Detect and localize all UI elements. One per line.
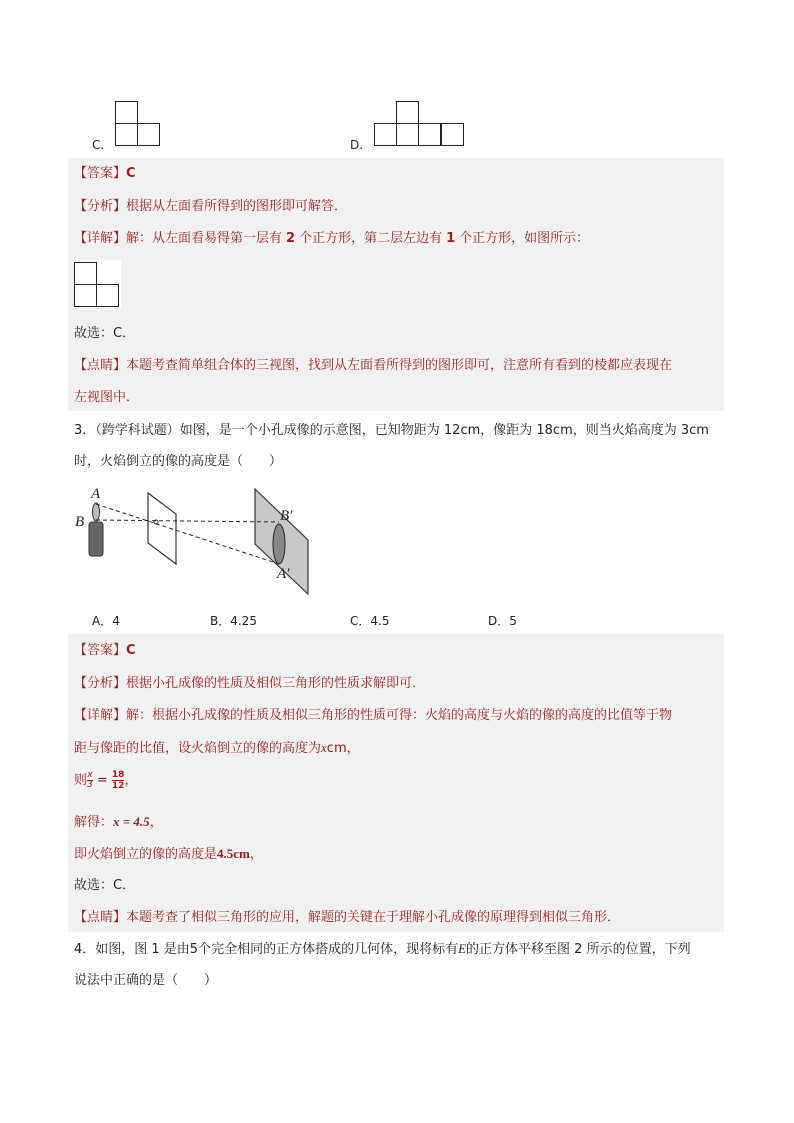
- inverted-image: [273, 524, 285, 564]
- detail-tag: 【详解】: [74, 231, 127, 246]
- analysis-tag: 【分析】: [74, 676, 127, 691]
- q2-answer-line: [74, 164, 136, 184]
- label-a: A: [91, 486, 101, 502]
- answer-value: C: [126, 166, 136, 181]
- q4-stem-line-1: 4．如图，图 1 是由5个完全相同的正方体搭成的几何体，现将标有E的正方体平移至图 2 所示的位置，下列: [74, 941, 691, 957]
- q3-comment-line: [74, 908, 620, 928]
- option-c-label: C.: [92, 138, 105, 152]
- comment-text: 本题考查简单组合体的三视图，找到从左面看所得到的图形即可，注意所有看到的棱都应表现在: [126, 358, 673, 373]
- answer-tag: 【答案】: [74, 166, 127, 181]
- option-d: D．5: [488, 614, 517, 628]
- detail-text: 个正方形，如图所示：: [459, 231, 590, 246]
- q2-detail-line: [74, 229, 589, 249]
- q4-stem-line-2: 说法中正确的是（ ）: [74, 973, 218, 988]
- option-a: A．4: [92, 614, 120, 628]
- option-d-label: D.: [350, 138, 364, 152]
- candle-flame: [93, 503, 100, 521]
- detail-text: 距与像距的比值，设火焰倒立的像的高度为: [74, 741, 322, 756]
- comment-text: 本题考查了相似三角形的应用，解题的关键在于理解小孔成像的原理得到相似三角形．: [126, 910, 621, 925]
- comment-tag: 【点睛】: [74, 358, 127, 373]
- label-a-prime: A′: [277, 566, 290, 582]
- answer-value: C: [126, 643, 136, 658]
- detail-text: 个正方形，第二层左边有: [299, 231, 443, 246]
- detail-tag: 【详解】: [74, 708, 127, 723]
- fraction-x-over-3: $\frac{x}{3}$: [87, 770, 93, 790]
- solve-suffix: ，: [149, 815, 163, 830]
- unit-text: cm，: [326, 741, 360, 756]
- answer-tag: 【答案】: [74, 643, 127, 658]
- q2-comment-line-1: [74, 356, 672, 376]
- detail-text: 解：根据小孔成像的性质及相似三角形的性质可得：火焰的高度与火焰的像的高度的比值等于物: [126, 708, 673, 723]
- fraction-18-over-12: $\frac{18}{12}$: [111, 770, 125, 791]
- comment-tag: 【点睛】: [74, 910, 127, 925]
- result-prefix: 即火焰倒立的像的高度是: [74, 847, 218, 862]
- label-b-prime: B′: [280, 508, 293, 524]
- q3-detail-line-1: [74, 706, 672, 726]
- result-suffix: ，: [249, 847, 263, 862]
- label-b: B: [75, 514, 85, 530]
- q3-analysis-line: [74, 674, 425, 694]
- q3-stem-line-2: 时，火焰倒立的像的高度是（ ）: [74, 454, 283, 469]
- analysis-text: 根据小孔成像的性质及相似三角形的性质求解即可．: [126, 676, 426, 691]
- equation-suffix: ，: [124, 773, 138, 788]
- detail-number: 1: [446, 231, 456, 246]
- result-value: 4.5cm: [217, 846, 250, 861]
- analysis-tag: 【分析】: [74, 199, 127, 214]
- detail-text: 解：从左面看易得第一层有: [126, 231, 283, 246]
- solve-value: x = 4.5: [113, 814, 150, 829]
- candle-body: [89, 522, 103, 556]
- q2-choose-line: 故选：C．: [74, 326, 136, 341]
- q3-choose-line: 故选：C．: [74, 878, 136, 893]
- q3-solve-line: [74, 812, 163, 833]
- variable-x: x: [321, 740, 327, 755]
- q3-result-line: [74, 844, 263, 865]
- pinhole-imaging-figure: [70, 482, 315, 600]
- q3-answer-line: [74, 641, 136, 661]
- detail-number: 2: [286, 231, 296, 246]
- q2-analysis-line: [74, 197, 347, 217]
- q3-stem-line-1: 3．（跨学科试题）如图，是一个小孔成像的示意图，已知物距为 12cm，像距为 18cm，则当火焰高度为 3cm: [74, 423, 709, 438]
- analysis-text: 根据从左面看所得到的图形即可解答．: [126, 199, 348, 214]
- option-c: C．4.5: [350, 614, 390, 628]
- option-b: B．4.25: [210, 614, 257, 628]
- q2-comment-line-2: 左视图中．: [74, 390, 140, 405]
- equation-prefix: 则: [74, 773, 88, 788]
- solve-prefix: 解得：: [74, 815, 114, 830]
- q3-equation-line: [74, 770, 137, 791]
- equals-sign: =: [92, 773, 112, 788]
- q3-detail-line-2: [74, 738, 360, 759]
